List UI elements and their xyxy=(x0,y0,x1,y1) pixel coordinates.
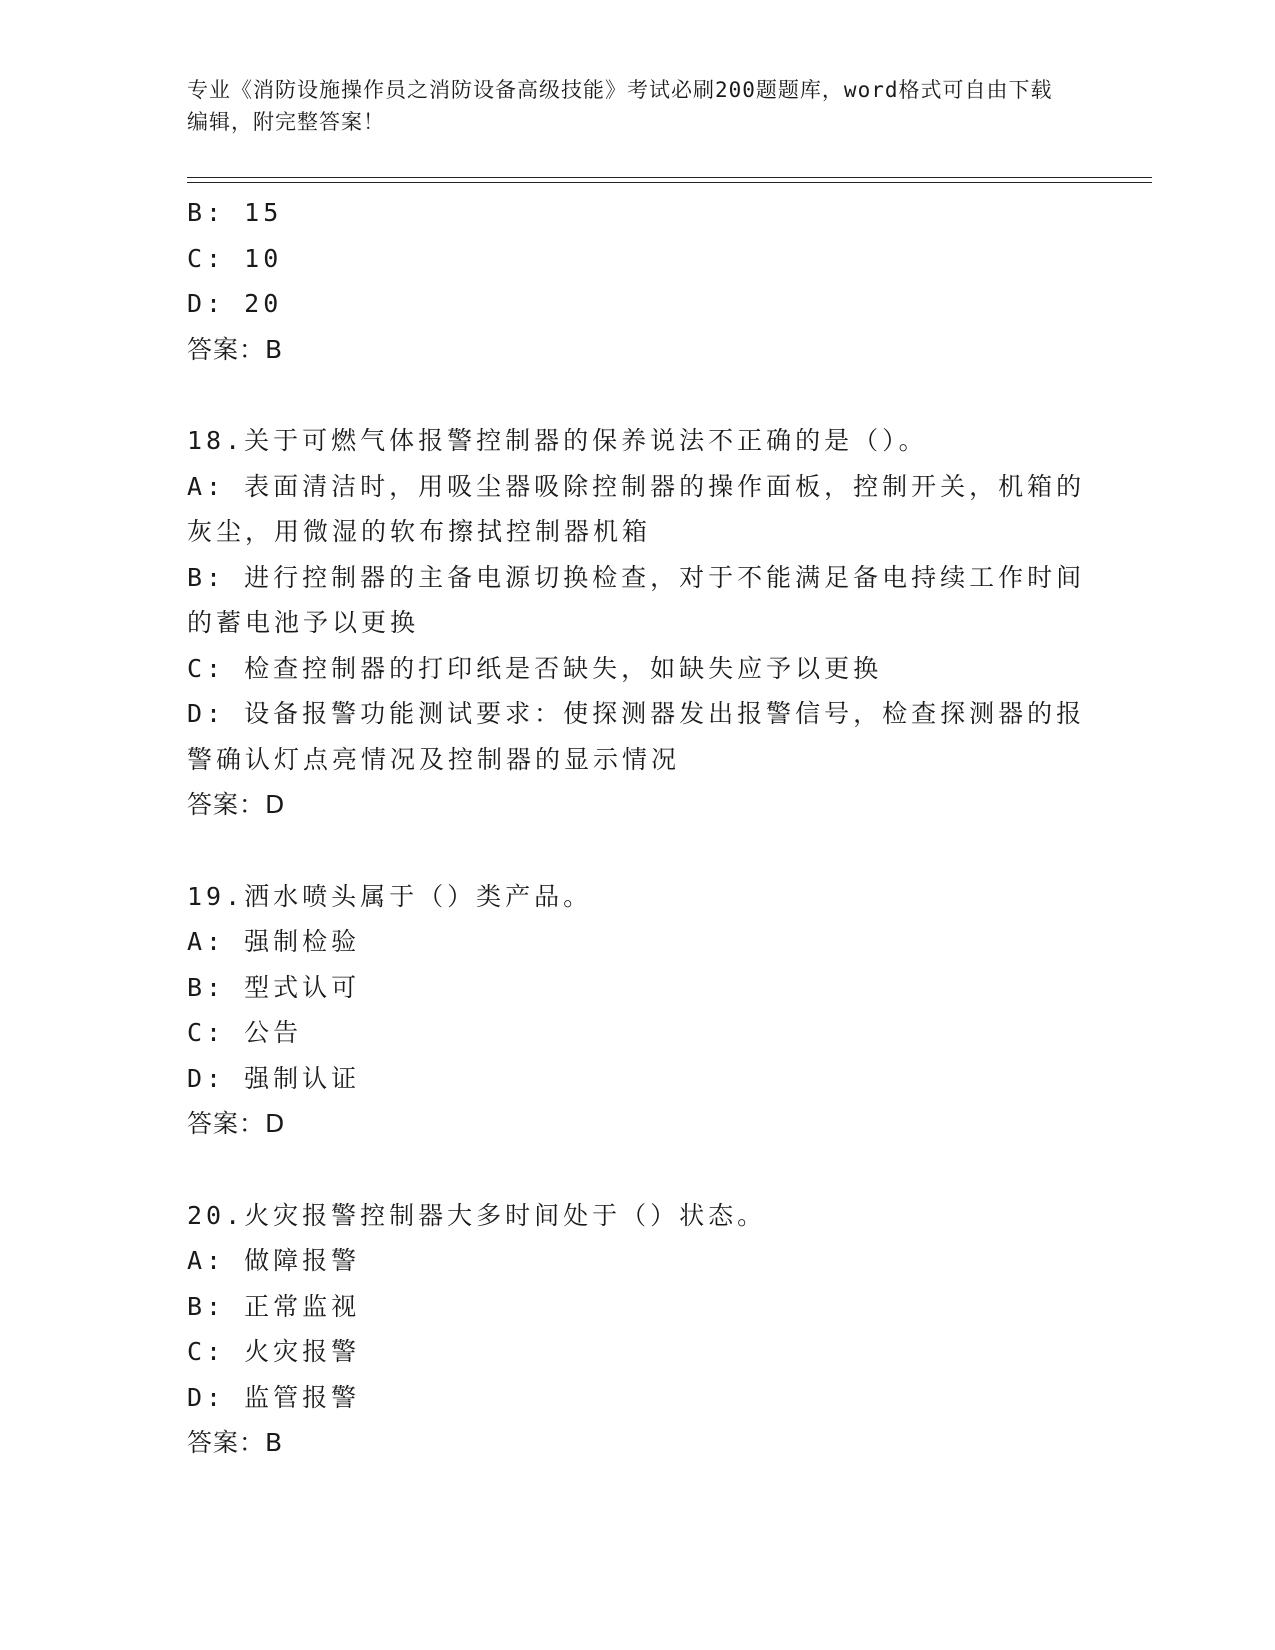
header-rule-top xyxy=(187,177,1152,178)
option-a: A: 强制检验 xyxy=(187,927,361,956)
option-c: C: 检查控制器的打印纸是否缺失，如缺失应予以更换 xyxy=(187,653,883,683)
option-d: D: 设备报警功能测试要求：使探测器发出报警信号，检查探测器的报警确认灯点亮情况及控制器的显示情况 xyxy=(187,699,1086,774)
option-c: C: 火灾报警 xyxy=(187,1337,361,1366)
question-17-tail xyxy=(187,190,1087,372)
document-header xyxy=(187,74,1067,138)
option-b: B: 进行控制器的主备电源切换检查，对于不能满足备电持续工作时间的蓄电池予以更换 xyxy=(187,562,1086,637)
option-b: B: 15 xyxy=(187,198,283,227)
option-a: A: 做障报警 xyxy=(187,1246,361,1275)
question-stem: 19.洒水喷头属于（）类产品。 xyxy=(187,881,593,911)
header-rule-bottom xyxy=(187,182,1152,183)
option-c: C: 10 xyxy=(187,243,283,273)
option-d: D: 20 xyxy=(187,289,283,318)
answer-line: 答案：D xyxy=(187,1109,286,1138)
question-stem: 18.关于可燃气体报警控制器的保养说法不正确的是（）。 xyxy=(187,426,928,455)
option-a: A: 表面清洁时，用吸尘器吸除控制器的操作面板，控制开关，机箱的灰尘，用微湿的软布擦拭控制器机箱 xyxy=(187,471,1086,546)
question-stem: 20.火灾报警控制器大多时间处于（）状态。 xyxy=(187,1200,767,1230)
answer-line: 答案：B xyxy=(187,1428,284,1457)
question-list xyxy=(187,190,1087,1466)
answer-line: 答案：D xyxy=(187,790,286,819)
option-d: D: 监管报警 xyxy=(187,1382,361,1412)
option-b: B: 正常监视 xyxy=(187,1291,361,1321)
question-19 xyxy=(187,874,1087,1147)
answer-line: 答案：B xyxy=(187,334,284,364)
question-18 xyxy=(187,418,1087,828)
option-d: D: 强制认证 xyxy=(187,1063,361,1093)
question-20 xyxy=(187,1193,1087,1466)
option-b: B: 型式认可 xyxy=(187,972,361,1002)
option-c: C: 公告 xyxy=(187,1018,303,1047)
header-title: 专业《消防设施操作员之消防设备高级技能》考试必刷200题题库，word格式可自由下载编辑，附完整答案！ xyxy=(187,78,1053,134)
